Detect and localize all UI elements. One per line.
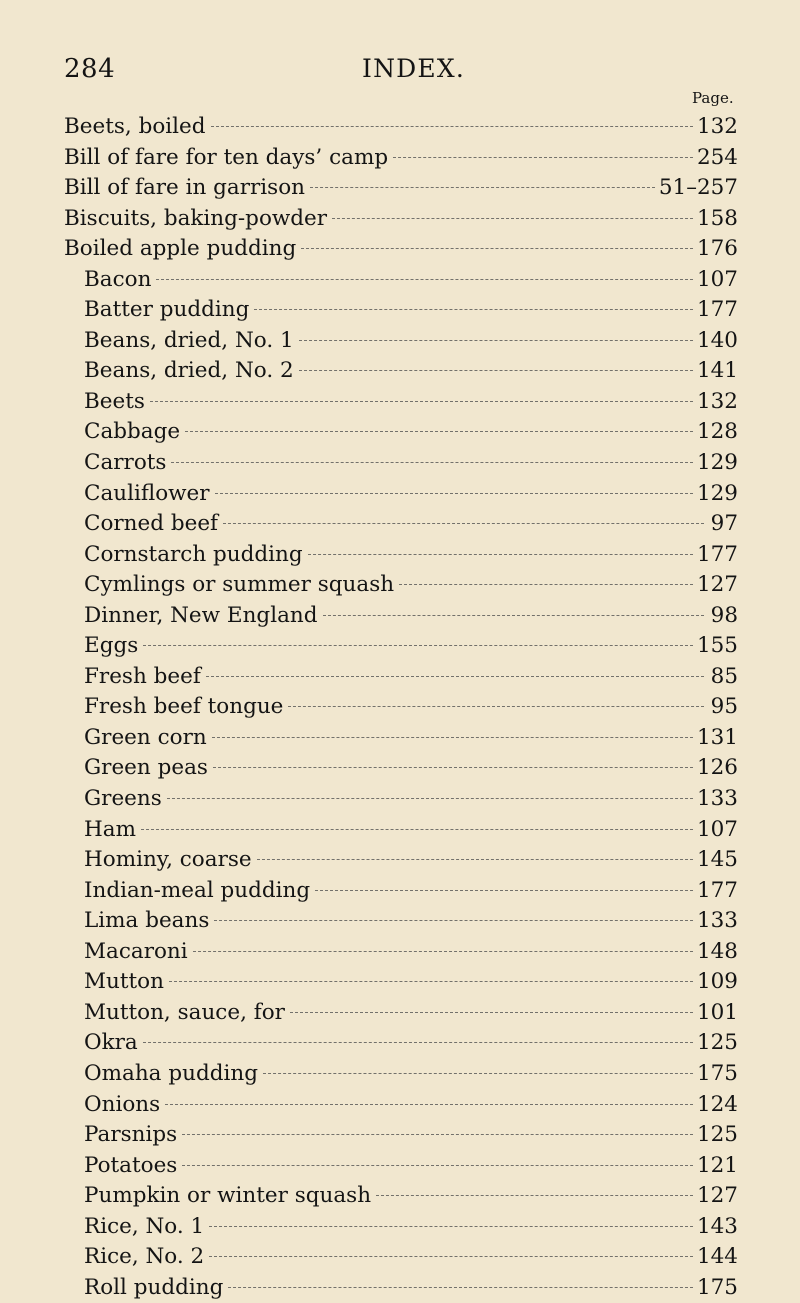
- entry-label: Beets, boiled: [64, 114, 206, 139]
- dot-leader: [171, 461, 693, 463]
- dot-leader: [254, 308, 693, 310]
- dot-leader: [263, 1072, 693, 1074]
- entry-page-number: 254: [696, 144, 738, 170]
- index-entry: [0, 387, 800, 418]
- dot-leader: [209, 1225, 693, 1227]
- dot-leader: [332, 217, 693, 219]
- entry-page-number: 124: [696, 1091, 738, 1117]
- index-entry: [0, 356, 800, 387]
- dot-leader: [376, 1194, 693, 1196]
- entry-label: Fresh beef: [84, 663, 201, 689]
- dot-leader: [206, 675, 704, 677]
- index-entry: [0, 234, 800, 265]
- index-entry: [0, 631, 800, 662]
- entry-page-number: 133: [696, 908, 738, 934]
- entry-page-number: 177: [696, 877, 738, 903]
- index-entry-list: [0, 112, 800, 1303]
- entry-label: Eggs: [84, 633, 139, 659]
- entry-label: Batter pudding: [84, 297, 250, 323]
- entry-label: Bill of fare in garrison: [64, 175, 306, 201]
- dot-leader: [167, 797, 693, 799]
- page-header: [64, 54, 740, 88]
- index-entry: [0, 662, 800, 693]
- entry-label: Hominy, coarse: [84, 847, 252, 873]
- index-entry: [0, 692, 800, 723]
- index-entry: [0, 326, 800, 357]
- index-entry: [0, 570, 800, 601]
- index-entry: [0, 540, 800, 571]
- index-entry: [0, 265, 800, 296]
- entry-page-number: 125: [696, 1122, 738, 1148]
- dot-leader: [315, 889, 693, 891]
- dot-leader: [182, 1133, 693, 1135]
- index-entry: [0, 876, 800, 907]
- index-entry: [0, 204, 800, 235]
- index-entry: [0, 753, 800, 784]
- index-entry: [0, 417, 800, 448]
- page-number: 284: [64, 54, 116, 84]
- index-entry: [0, 1028, 800, 1059]
- entry-label: Greens: [84, 786, 162, 812]
- entry-label: Pumpkin or winter squash: [84, 1183, 372, 1209]
- index-entry: [0, 906, 800, 937]
- dot-leader: [193, 950, 693, 952]
- index-entry: [0, 1242, 800, 1273]
- entry-page-number: 148: [696, 938, 738, 964]
- dot-leader: [213, 766, 693, 768]
- index-entry: [0, 509, 800, 540]
- entry-label: Bill of fare for ten days’ camp: [64, 144, 389, 170]
- entry-label: Rice, No. 2: [84, 1244, 205, 1270]
- dot-leader: [209, 1255, 693, 1257]
- entry-label: Green peas: [84, 755, 208, 781]
- dot-leader: [308, 553, 693, 555]
- entry-page-number: 177: [696, 297, 738, 323]
- entry-page-number: 121: [696, 1152, 738, 1178]
- entry-label: Ham: [84, 816, 136, 842]
- entry-label: Lima beans: [84, 908, 210, 934]
- entry-page-number: 175: [696, 1274, 738, 1300]
- dot-leader: [323, 614, 705, 616]
- dot-leader: [215, 492, 693, 494]
- dot-leader: [288, 705, 704, 707]
- index-entry: [0, 998, 800, 1029]
- entry-label: Bacon: [84, 266, 152, 292]
- index-entry: [0, 967, 800, 998]
- dot-leader: [310, 186, 655, 188]
- index-entry: [0, 1151, 800, 1182]
- dot-leader: [257, 858, 693, 860]
- index-entry: [0, 1212, 800, 1243]
- index-entry: [0, 295, 800, 326]
- index-entry: [0, 448, 800, 479]
- index-entry: [0, 1090, 800, 1121]
- dot-leader: [393, 156, 693, 158]
- index-entry: [0, 845, 800, 876]
- entry-page-number: 97: [710, 511, 738, 537]
- entry-page-number: 127: [696, 572, 738, 598]
- entry-label: Corned beef: [84, 511, 219, 537]
- entry-page-number: 145: [696, 847, 738, 873]
- entry-label: Dinner, New England: [84, 602, 318, 628]
- index-entry: [0, 937, 800, 968]
- entry-label: Parsnips: [84, 1122, 178, 1148]
- entry-label: Beans, dried, No. 1: [84, 327, 294, 353]
- entry-label: Carrots: [84, 450, 167, 476]
- index-entry: [0, 601, 800, 632]
- entry-page-number: 140: [696, 327, 738, 353]
- dot-leader: [299, 369, 693, 371]
- dot-leader: [141, 828, 693, 830]
- entry-label: Roll pudding: [84, 1274, 224, 1300]
- entry-label: Beans, dried, No. 2: [84, 358, 294, 384]
- dot-leader: [228, 1286, 693, 1288]
- entry-label: Boiled apple pudding: [64, 236, 297, 262]
- entry-page-number: 132: [696, 114, 738, 139]
- entry-label: Cymlings or summer squash: [84, 572, 395, 598]
- entry-label: Rice, No. 1: [84, 1213, 205, 1239]
- index-entry: [0, 479, 800, 510]
- entry-label: Indian-meal pudding: [84, 877, 311, 903]
- index-entry: [0, 112, 800, 143]
- entry-page-number: 177: [696, 541, 738, 567]
- dot-leader: [185, 430, 693, 432]
- dot-leader: [143, 644, 693, 646]
- dot-leader: [301, 247, 693, 249]
- index-entry: [0, 723, 800, 754]
- dot-leader: [150, 400, 693, 402]
- index-entry: [0, 1181, 800, 1212]
- entry-page-number: 125: [696, 1030, 738, 1056]
- entry-page-number: 129: [696, 450, 738, 476]
- entry-label: Mutton: [84, 969, 164, 995]
- entry-page-number: 141: [696, 358, 738, 384]
- entry-page-number: 129: [696, 480, 738, 506]
- entry-label: Omaha pudding: [84, 1060, 258, 1086]
- entry-page-number: 144: [696, 1244, 738, 1270]
- entry-page-number: 128: [696, 419, 738, 445]
- page-column-label: Page.: [692, 89, 734, 107]
- entry-page-number: 131: [696, 724, 738, 750]
- index-entry: [0, 815, 800, 846]
- entry-label: Biscuits, baking-powder: [64, 205, 328, 231]
- dot-leader: [169, 980, 693, 982]
- entry-page-number: 109: [696, 969, 738, 995]
- entry-label: Cauliflower: [84, 480, 210, 506]
- dot-leader: [214, 919, 693, 921]
- entry-page-number: 98: [710, 602, 738, 628]
- index-entry: [0, 1273, 800, 1303]
- entry-page-number: 126: [696, 755, 738, 781]
- entry-label: Macaroni: [84, 938, 188, 964]
- index-entry: [0, 1059, 800, 1090]
- entry-page-number: 155: [696, 633, 738, 659]
- entry-label: Okra: [84, 1030, 138, 1056]
- index-entry: [0, 1120, 800, 1151]
- entry-page-number: 175: [696, 1060, 738, 1086]
- dot-leader: [223, 522, 704, 524]
- entry-page-number: 132: [696, 388, 738, 414]
- entry-page-number: 133: [696, 786, 738, 812]
- entry-label: Onions: [84, 1091, 161, 1117]
- index-entry: [0, 173, 800, 204]
- dot-leader: [212, 736, 693, 738]
- entry-label: Cornstarch pudding: [84, 541, 303, 567]
- dot-leader: [290, 1011, 693, 1013]
- entry-label: Beets: [84, 388, 145, 414]
- entry-page-number: 107: [696, 266, 738, 292]
- entry-page-number: 158: [696, 205, 738, 231]
- entry-page-number: 51–257: [658, 175, 738, 201]
- dot-leader: [399, 583, 693, 585]
- running-title: INDEX.: [362, 54, 465, 83]
- dot-leader: [156, 278, 693, 280]
- entry-page-number: 107: [696, 816, 738, 842]
- dot-leader: [211, 125, 693, 127]
- entry-page-number: 176: [696, 236, 738, 262]
- dot-leader: [182, 1164, 693, 1166]
- dot-leader: [165, 1103, 693, 1105]
- entry-label: Potatoes: [84, 1152, 178, 1178]
- entry-page-number: 85: [710, 663, 738, 689]
- index-entry: [0, 143, 800, 174]
- entry-page-number: 95: [710, 694, 738, 720]
- entry-label: Green corn: [84, 724, 207, 750]
- entry-page-number: 143: [696, 1213, 738, 1239]
- dot-leader: [143, 1041, 693, 1043]
- entry-label: Fresh beef tongue: [84, 694, 284, 720]
- entry-page-number: 101: [696, 999, 738, 1025]
- entry-page-number: 127: [696, 1183, 738, 1209]
- index-entry: [0, 784, 800, 815]
- entry-label: Mutton, sauce, for: [84, 999, 285, 1025]
- entry-label: Cabbage: [84, 419, 181, 445]
- dot-leader: [299, 339, 693, 341]
